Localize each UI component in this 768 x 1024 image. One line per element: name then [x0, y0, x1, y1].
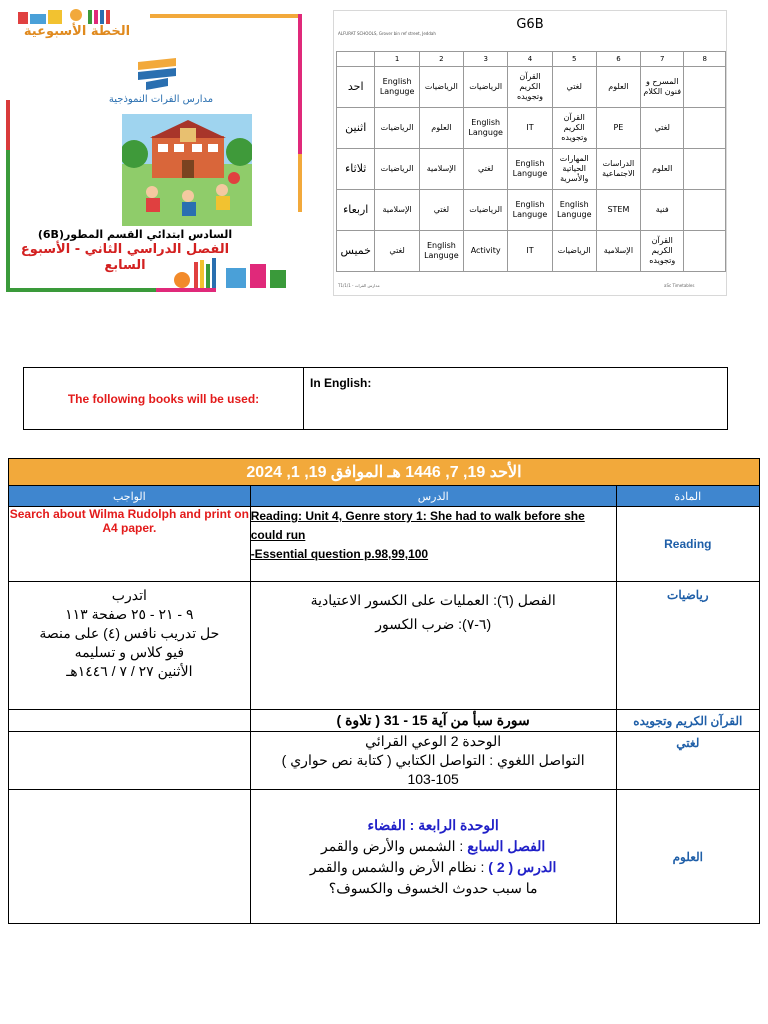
- timetable-cell: الرياضيات: [464, 67, 508, 108]
- school-supplies-icon: [172, 254, 292, 290]
- plan-row-arabic: [9, 732, 760, 790]
- frame-stripe: [298, 14, 302, 154]
- chapter-label: الفصل السابع: [467, 837, 546, 854]
- timetable-corner: [337, 52, 375, 67]
- subject-cell: رياضيات: [616, 582, 759, 710]
- timetable-cell: English Languge: [508, 149, 552, 190]
- chapter-text: : الشمس والأرض والقمر: [321, 837, 468, 854]
- timetable-header-row: [337, 52, 726, 67]
- timetable-cell: العلوم: [640, 149, 683, 190]
- lesson-question: ما سبب حدوث الخسوف والكسوف؟: [328, 879, 538, 896]
- homework-line: ٩ - ٢١ - ٢٥ صفحة ١١٣: [65, 606, 194, 622]
- plan-row-reading: [9, 507, 760, 582]
- timetable-day: اثنين: [337, 108, 375, 149]
- timetable-cell: الإسلامية: [596, 231, 640, 272]
- subject-cell: القرآن الكريم وتجويده: [616, 710, 759, 732]
- homework-line: اتدرب: [111, 587, 147, 603]
- timetable-title: G6B: [516, 17, 544, 32]
- timetable-cell: العلوم: [596, 67, 640, 108]
- lesson-line: (٦-٧): ضرب الكسور: [375, 616, 492, 632]
- homework-line: حل تدريب نافس (٤) على منصة: [39, 625, 220, 641]
- unit-title: الوحدة الرابعة : الفضاء: [367, 816, 499, 833]
- plan-date: الأحد 19, 7, 1446 هـ الموافق 19, 1, 2024: [9, 459, 760, 486]
- frame-stripe: [298, 154, 302, 212]
- period-header: 5: [552, 52, 596, 67]
- cover-card: [0, 0, 310, 300]
- plan-row-science: [9, 790, 760, 924]
- date-row: [9, 459, 760, 486]
- books-label: The following books will be used:: [67, 391, 260, 406]
- homework-cell: [9, 790, 251, 924]
- timetable-footer-left: T1/1/1 - مدارس الفرات: [338, 283, 380, 288]
- timetable-cell: [684, 149, 726, 190]
- lesson-header: الدرس: [250, 486, 616, 507]
- subject-cell: العلوم: [616, 790, 759, 924]
- homework-cell: [9, 710, 251, 732]
- timetable-day: احد: [337, 67, 375, 108]
- timetable-row: [337, 149, 726, 190]
- plan-row-quran: [9, 710, 760, 732]
- frame-stripe: [150, 14, 300, 18]
- period-header: 2: [419, 52, 463, 67]
- weekly-plan-title: الخطة الأسبوعية: [23, 24, 131, 39]
- period-header: 3: [464, 52, 508, 67]
- lesson-cell: [250, 507, 616, 582]
- lesson-cell: سورة سبأ من آية 15 - 31 ( تلاوة ): [250, 710, 616, 732]
- timetable-cell: STEM: [596, 190, 640, 231]
- homework-line: فيو كلاس و تسليمه: [74, 644, 185, 660]
- timetable-cell: الرياضيات: [419, 67, 463, 108]
- timetable-cell: English Languge: [508, 190, 552, 231]
- timetable-cell: فنية: [640, 190, 683, 231]
- timetable-cell: الرياضيات: [375, 149, 419, 190]
- books-label-cell: [24, 368, 304, 429]
- timetable-row: [337, 108, 726, 149]
- homework-line: الأثنين ٢٧ / ٧ / ١٤٤٦هـ: [66, 663, 193, 679]
- period-header: 8: [684, 52, 726, 67]
- school-logo-icon: [132, 56, 182, 94]
- timetable-cell: لغتي: [552, 67, 596, 108]
- homework-cell: Search about Wilma Rudolph and print on A4 paper.: [9, 507, 251, 582]
- lesson-line: الوحدة 2 الوعي القرائي: [365, 733, 502, 749]
- timetable-row: [337, 190, 726, 231]
- timetable-cell: المهارات الحياتية والأسرية: [552, 149, 596, 190]
- timetable-cell: القرآن الكريم وتجويده: [552, 108, 596, 149]
- lesson-text: : نظام الأرض والشمس والقمر: [309, 858, 489, 875]
- lesson-line: التواصل اللغوي : التواصل الكتابي ( كتابة نص حواري ): [281, 752, 585, 768]
- timetable-cell: القرآن الكريم وتجويده: [640, 231, 683, 272]
- timetable-cell: الدراسات الاجتماعية: [596, 149, 640, 190]
- timetable-cell: لغتي: [640, 108, 683, 149]
- plan-header-row: [9, 486, 760, 507]
- lesson-cell: [250, 582, 616, 710]
- timetable-cell: الرياضيات: [375, 108, 419, 149]
- timetable-cell: الرياضيات: [552, 231, 596, 272]
- frame-stripe: [6, 100, 10, 150]
- timetable-cell: [684, 190, 726, 231]
- timetable-cell: English Languge: [419, 231, 463, 272]
- books-box: [23, 367, 728, 430]
- period-header: 4: [508, 52, 552, 67]
- timetable-footer-right: aSc Timetables: [664, 283, 695, 288]
- timetable-cell: لغتي: [419, 190, 463, 231]
- frame-stripe: [6, 288, 156, 292]
- timetable-cell: الإسلامية: [375, 190, 419, 231]
- period-header: 1: [375, 52, 419, 67]
- school-name: مدارس الفرات النموذجية: [108, 94, 214, 105]
- subject-header: المادة: [616, 486, 759, 507]
- timetable-cell: English Languge: [464, 108, 508, 149]
- timetable-row: [337, 67, 726, 108]
- timetable-cell: Activity: [464, 231, 508, 272]
- timetable-cell: القرآن الكريم وتجويده: [508, 67, 552, 108]
- chapter-line: [251, 836, 616, 857]
- timetable-cell: المسرح و فنون الكلام: [640, 67, 683, 108]
- lesson-label: الدرس ( 2 ): [488, 858, 557, 875]
- timetable-cell: [684, 108, 726, 149]
- lesson-line: الفصل (٦): العمليات على الكسور الاعتيادية: [310, 592, 556, 608]
- timetable-cell: [684, 67, 726, 108]
- lesson-line: Reading: Unit 4, Genre story 1: She had to walk before she could run: [250, 509, 585, 542]
- homework-cell: [9, 582, 251, 710]
- timetable-cell: English Languge: [552, 190, 596, 231]
- lesson-cell: [250, 732, 616, 790]
- timetable-cell: [684, 231, 726, 272]
- homework-cell: [9, 732, 251, 790]
- lesson-cell: [250, 790, 616, 924]
- subject-cell: لغتي: [616, 732, 759, 790]
- timetable-cell: PE: [596, 108, 640, 149]
- weekly-plan-table: [8, 458, 760, 924]
- timetable-cell: English Languge: [375, 67, 419, 108]
- books-english-label: In English:: [310, 376, 372, 390]
- timetable-cell: لغتي: [375, 231, 419, 272]
- timetable-cell: العلوم: [419, 108, 463, 149]
- timetable-day: اربعاء: [337, 190, 375, 231]
- period-header: 7: [640, 52, 683, 67]
- lesson-line: [251, 857, 616, 878]
- cover-grade: السادس ابتدائي القسم المطور(6B): [37, 228, 233, 241]
- lesson-line: 103-105: [407, 771, 459, 787]
- timetable-cell: IT: [508, 108, 552, 149]
- period-header: 6: [596, 52, 640, 67]
- timetable-day: ثلاثاء: [337, 149, 375, 190]
- timetable-grid: [336, 51, 726, 272]
- timetable-image: [333, 10, 727, 296]
- cover-term-week: الفصل الدراسي الثاني - الأسبوع السابع: [20, 242, 230, 273]
- timetable-cell: IT: [508, 231, 552, 272]
- lesson-line: -Essential question p.98,99,100: [250, 547, 429, 561]
- timetable-day: خميس: [337, 231, 375, 272]
- school-illustration-icon: [122, 114, 252, 226]
- timetable-row: [337, 231, 726, 272]
- timetable-cell: الإسلامية: [419, 149, 463, 190]
- plan-row-math: [9, 582, 760, 710]
- homework-header: الواجب: [9, 486, 251, 507]
- subject-cell: Reading: [616, 507, 759, 582]
- timetable-subtitle: ALFURAT SCHOOLS, Grover bin ref street, Jeddah: [338, 31, 436, 36]
- timetable-cell: الرياضيات: [464, 190, 508, 231]
- timetable-cell: لغتي: [464, 149, 508, 190]
- stationery-icon: [16, 6, 126, 26]
